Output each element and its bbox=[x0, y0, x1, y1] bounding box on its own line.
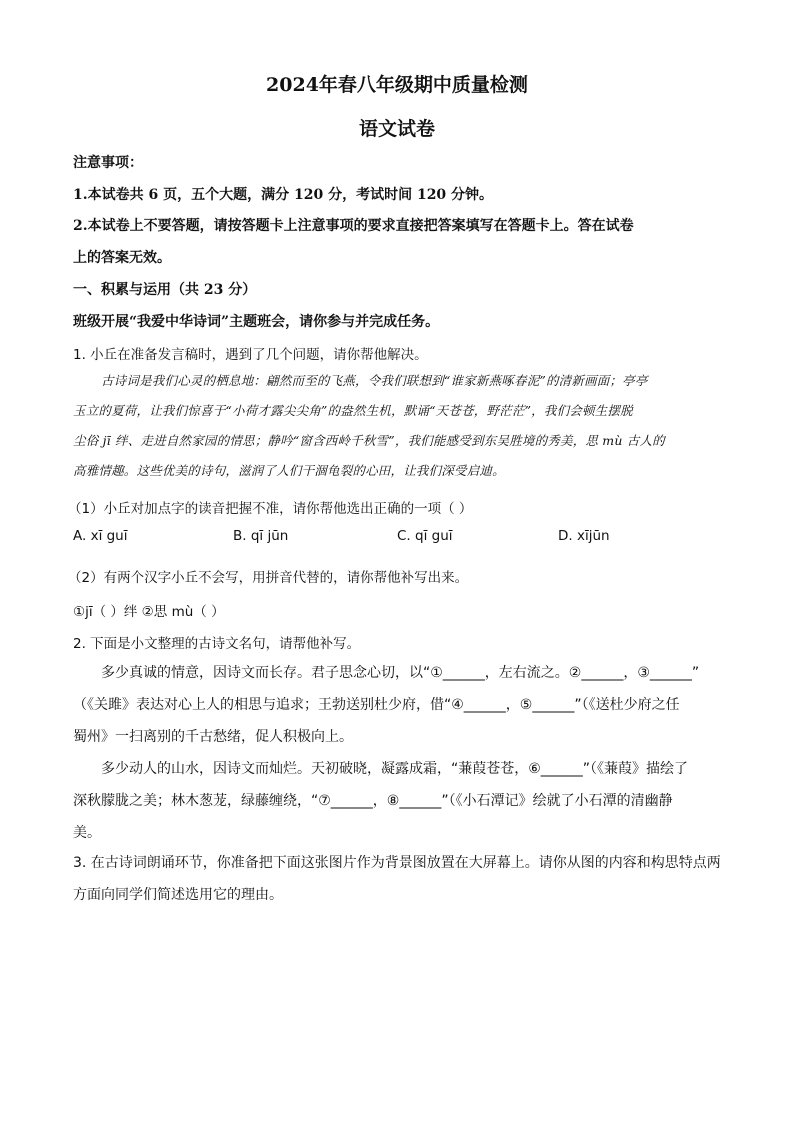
passage-line: 古诗词是我们心灵的栖息地：翩然而至的飞燕，令我们联想到“谁家新燕啄春泥”的清新画面；亭亭 bbox=[101, 373, 648, 388]
passage-line: 玉立的夏荷，让我们惊喜于“小荷才露尖尖角”的盎然生机，默诵“天苍苍，野茫茫”，我们会顿生摆脱 bbox=[73, 403, 633, 418]
question-1-sub-1: （1）小丘对加点字的读音把握不准，请你帮他选出正确的一项（ ） bbox=[68, 501, 473, 517]
question-3 bbox=[73, 847, 723, 911]
option-a: A. xī guī bbox=[73, 528, 128, 544]
question-2-line: 多少真诚的情意，因诗文而长存。君子思念心切，以“①______，左右流之。②______，③______” bbox=[101, 665, 700, 681]
question-2-line: 蜀州》一扫离别的千古愁绪，促人积极向上。 bbox=[73, 729, 353, 745]
option-c: C. qī guī bbox=[397, 528, 453, 544]
section-1-task: 班级开展“我爱中华诗词”主题班会，请你参与并完成任务。 bbox=[73, 314, 440, 330]
passage-line: 高雅情趣。这些优美的诗句，滋润了人们干涸龟裂的心田，让我们深受启迪。 bbox=[73, 463, 505, 478]
question-1-passage bbox=[73, 366, 723, 486]
question-1-sub-2: （2）有两个汉字小丘不会写，用拼音代替的，请你帮他补写出来。 bbox=[68, 570, 469, 586]
question-2-stem: 2. 下面是小文整理的古诗文名句，请帮他补写。 bbox=[73, 636, 361, 652]
question-2-body bbox=[73, 657, 723, 849]
section-1-heading: 一、积累与运用（共 23 分） bbox=[73, 282, 257, 298]
notice-heading: 注意事项： bbox=[73, 155, 143, 171]
question-2-line: 美。 bbox=[73, 825, 101, 841]
page-title: 2024年春八年级期中质量检测 bbox=[266, 74, 528, 96]
option-d: D. xījūn bbox=[558, 528, 610, 544]
question-2-line: 深秋朦胧之美；林木葱茏，绿藤缠绕，“⑦______，⑧______”（《小石潭记》绘就了小石潭的清幽静 bbox=[73, 793, 673, 809]
notice-item-1: 1.本试卷共 6 页，五个大题，满分 120 分，考试时间 120 分钟。 bbox=[73, 187, 494, 203]
page-subtitle: 语文试卷 bbox=[358, 118, 435, 140]
option-b: B. qī jūn bbox=[233, 528, 289, 544]
passage-line: 尘俗 jī 绊、走进自然家园的情思；静吟“窗含西岭千秋雪”，我们能感受到东吴胜境的秀美，思 mù 古人的 bbox=[73, 433, 665, 448]
question-3-line: 3. 在古诗词朗诵环节，你准备把下面这张图片作为背景图放置在大屏幕上。请你从图的内容和构思特点两 bbox=[73, 855, 721, 871]
question-1-stem: 1. 小丘在准备发言稿时，遇到了几个问题，请你帮他解决。 bbox=[73, 347, 428, 363]
notice-item-2-line-1: 2.本试卷上不要答题，请按答题卡上注意事项的要求直接把答案填写在答题卡上。答在试卷 bbox=[73, 218, 634, 234]
notice-item-2-line-2: 上的答案无效。 bbox=[73, 250, 171, 266]
question-2-line: 多少动人的山水，因诗文而灿烂。天初破晓，凝露成霜，“蒹葭苍苍，⑥______”（《蒹葭》描绘了 bbox=[101, 761, 689, 777]
question-2-line: （《关雎》表达对心上人的相思与追求；王勃送别杜少府，借“④______，⑤______”（《送杜少府之任 bbox=[73, 697, 680, 713]
question-3-line: 方面向同学们简述选用它的理由。 bbox=[73, 887, 283, 903]
question-1-sub-2-blanks: ①jī（ ）绊 ②思 mù（ ） bbox=[73, 604, 225, 620]
